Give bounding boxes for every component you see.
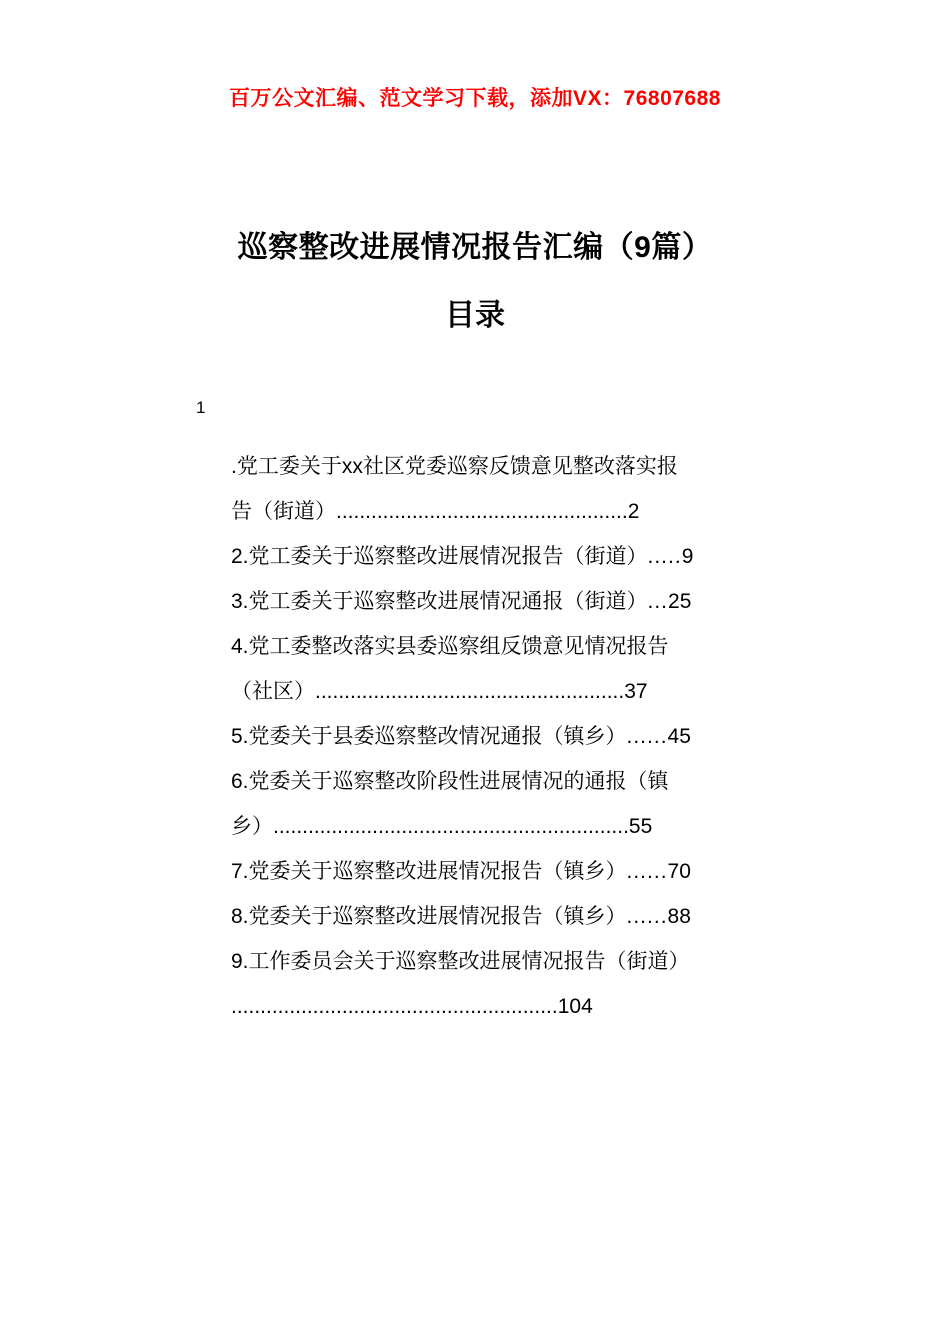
toc-leader-dots: ............................................................. (273, 815, 629, 838)
watermark-text: 百万公文汇编、范文学习下载，添加VX：76807688 (229, 87, 721, 110)
toc-leader-dots: ...... (626, 725, 668, 748)
toc-entry-title-line2: 乡） (231, 815, 273, 838)
toc-entry-title: 5.党委关于县委巡察整改情况通报（镇乡） (231, 725, 627, 748)
toc-entry-title: .党工委关于xx社区党委巡察反馈意见整改落实报 (231, 455, 678, 478)
toc-page-number: 104 (557, 995, 593, 1018)
toc-entry-title: 8.党委关于巡察整改进展情况报告（镇乡） (231, 905, 627, 928)
toc-entry-title: 9.工作委员会关于巡察整改进展情况报告（街道） (231, 950, 690, 973)
toc-entry[interactable] (231, 849, 816, 894)
page-title: 巡察整改进展情况报告汇编（9篇） (237, 231, 713, 264)
toc-entry-title: 6.党委关于巡察整改阶段性进展情况的通报（镇 (231, 770, 669, 793)
toc-entry-continuation[interactable] (231, 489, 816, 534)
toc-entry-continuation[interactable] (231, 669, 816, 714)
toc-entry-title: 2.党工委关于巡察整改进展情况报告（街道） (231, 545, 648, 568)
toc-page-number: 25 (668, 590, 692, 613)
toc-page-number: 37 (624, 680, 648, 703)
toc-leader-dots: .................................................. (336, 500, 628, 523)
toc-heading: 目录 (445, 299, 505, 332)
toc-entry[interactable] (231, 939, 816, 984)
toc-leader-dots: ...... (626, 905, 668, 928)
toc-page-number: 45 (667, 725, 691, 748)
toc-entry[interactable] (231, 759, 816, 804)
toc-entry-title: 7.党委关于巡察整改进展情况报告（镇乡） (231, 860, 627, 883)
toc-page-number: 2 (627, 500, 640, 523)
toc-leader-dots: ...... (626, 860, 668, 883)
toc-leader-dots: ..... (647, 545, 682, 568)
toc-page-number: 88 (667, 905, 691, 928)
toc-page-number: 9 (681, 545, 694, 568)
toc-page-number: 70 (667, 860, 691, 883)
toc-entry[interactable] (231, 714, 816, 759)
toc-entry[interactable] (231, 444, 816, 489)
toc-entry-title-line2: 告（街道） (231, 500, 336, 523)
toc-entry-title: 3.党工委关于巡察整改进展情况通报（街道） (231, 590, 648, 613)
toc-first-number: 1 (196, 398, 206, 417)
toc-entry[interactable] (231, 894, 816, 939)
table-of-contents (196, 398, 816, 1029)
toc-leader-dots: ........................................................ (231, 995, 558, 1018)
toc-entry-title: 4.党工委整改落实县委巡察组反馈意见情况报告 (231, 635, 669, 658)
toc-leader-dots: ..................................................... (315, 680, 625, 703)
toc-entry-continuation[interactable] (231, 804, 816, 849)
toc-entry[interactable] (231, 579, 816, 624)
toc-entry-title-line2: （社区） (231, 680, 315, 703)
toc-entry[interactable] (231, 624, 816, 669)
toc-page-number: 55 (628, 815, 653, 838)
toc-entry[interactable] (231, 534, 816, 579)
toc-leader-dots: ... (647, 590, 669, 613)
toc-entry-continuation[interactable] (231, 984, 816, 1029)
